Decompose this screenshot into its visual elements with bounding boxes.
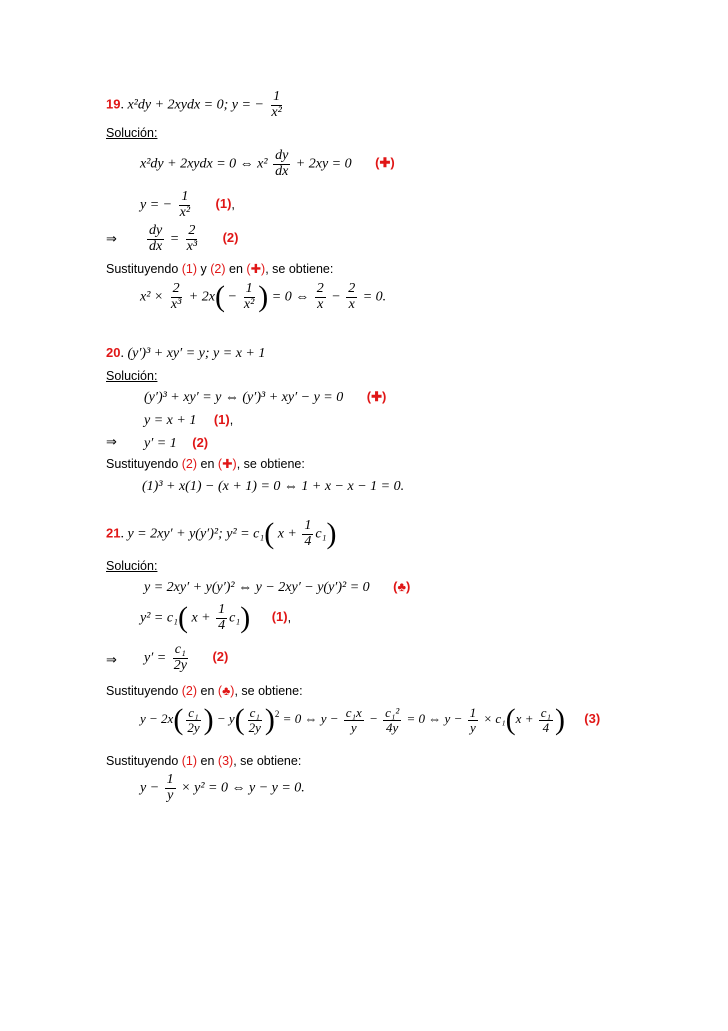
solution-label: Solución: [106,126,158,140]
substitution-text: Sustituyendo (2) en (✚), se obtiene: [106,457,305,471]
equation-line: x²dy + 2xydx = 0 ⇔ x² $\frac{dy}{dx}$ + 2xy = 0 (✚) [140,148,395,179]
equation-line: y = x + 1 (1), [144,412,234,428]
substitution-text: Sustituyendo (1) y (2) en (✚), se obtiene: [106,262,334,276]
equation-text: x²dy + 2xydx = 0; y = − [127,97,264,113]
substitution-text: Sustituyendo (1) en (3), se obtiene: [106,754,302,768]
club-symbol: (♣) [217,684,235,698]
problem-number: 19 [106,96,121,112]
fraction: $\frac{1}{4}$ [218,602,226,633]
fraction: $\frac{2}{x}$ [316,281,324,312]
problem-number: 21 [106,525,121,541]
problem-20-statement: 20. (y′)³ + xy′ = y; y = x + 1 [106,345,266,361]
implies-arrow: ⇒ [106,435,117,450]
cross-symbol: (✚) [366,389,387,404]
fraction: $\frac{1}{4}$ [304,518,312,549]
fraction: $\frac{2}{\text{x³}}$ [170,281,182,312]
fraction: $\frac{2}{\text{x³}}$ [186,223,198,254]
fraction: $\frac{1}{\text{x²}}$ [271,89,282,120]
tag-2: (2) [192,435,209,450]
problem-19-statement: 19. x²dy + 2xydx = 0; y = − $\frac{1}{\text{x²}}$ [106,89,282,120]
cross-symbol: (✚) [375,155,395,171]
substitution-text: Sustituyendo (2) en (♣), se obtiene: [106,684,303,698]
tag-2: (2) [222,230,239,246]
tag-1: (1) [215,196,232,212]
equation-line: y = 2xy′ + y(y′)² ⇔ y − 2xy′ − y(y′)² = 0 (♣) [144,579,411,595]
fraction: $\frac{\text{c₁}}{2y}$ [248,704,261,735]
problem-number: 20 [106,345,121,360]
equation-line: y′ = 1 (2) [144,435,209,451]
fraction: $\frac{\text{c₁}}{2y}$ [187,704,200,735]
fraction: $\frac{1}{\text{x²}}$ [243,281,255,312]
tag-1: (1) [213,412,230,427]
equation-line: y′ = $\frac{\text{c₁}}{2y}$ (2) [144,642,229,673]
implies-arrow: ⇒ [106,232,117,247]
club-symbol: (♣) [393,579,411,594]
fraction: $\frac{\text{c₁}}{4}$ [540,704,552,735]
implies-arrow: ⇒ [106,653,117,668]
solution-label: Solución: [106,369,158,383]
fraction: $\frac{dy}{dx}$ [275,148,289,179]
fraction: $\frac{dy}{dx}$ [149,223,163,254]
fraction: $\frac{\text{c₁²}}{4y}$ [385,704,400,735]
cross-symbol: (✚) [246,262,266,276]
equation-line: (y′)³ + xy′ = y ⇔ (y′)³ + xy′ − y = 0 (✚) [144,389,387,405]
problem-21-statement: 21. y = 2xy′ + y(y′)²; y² = c₁( x + $\frac{1}{4}$ c₁) [106,517,337,551]
fraction: $\frac{1}{\text{x²}}$ [179,189,191,220]
fraction: $\frac{1}{y}$ [469,704,477,735]
tag-3: (3) [584,710,601,726]
solution-label: Solución: [106,559,158,573]
fraction: $\frac{\text{c₁}}{2y}$ [173,642,187,673]
tag-2: (2) [212,649,229,665]
tag-1: (1) [271,609,288,625]
result-equation: x² × $\frac{2}{\text{x³}}$ + 2x( − $\frac{1}{\text{x²}}$ ) = 0 ⇔ $\frac{2}{x}$ − $\frac{2}{x}$ = 0. [140,280,387,314]
equation-line: y² = c₁( x + $\frac{1}{4}$ c₁) (1), [140,601,292,635]
equation-line: y = − $\frac{1}{\text{x²}}$ (1), [140,189,235,220]
cross-symbol: (✚) [217,457,237,471]
equation-line: $\frac{dy}{dx}$ = $\frac{2}{\text{x³}}$ (2) [149,223,239,254]
result-equation: y − 2x( $\frac{\text{c₁}}{2y}$ ) − y( $\frac{\text{c₁}}{2y}$ )$^2$ = 0 ⇔ y − $\frac{\text{c₁x}}{y}$ − $\frac{\text{c₁²}}{4y}$ = 0 ⇔ y − $\frac{1}{y}$ × c₁(x + $\frac{\text{c₁}}{4}$ ) (3) [140,703,601,736]
final-equation: y − $\frac{1}{y}$ × y² = 0 ⇔ y − y = 0. [140,772,305,803]
fraction: $\frac{2}{x}$ [348,281,356,312]
fraction: $\frac{\text{c₁x}}{y}$ [345,704,362,735]
fraction: $\frac{1}{y}$ [166,772,174,803]
result-equation: (1)³ + x(1) − (x + 1) = 0 ⇔ 1 + x − x − 1 = 0. [142,479,405,494]
